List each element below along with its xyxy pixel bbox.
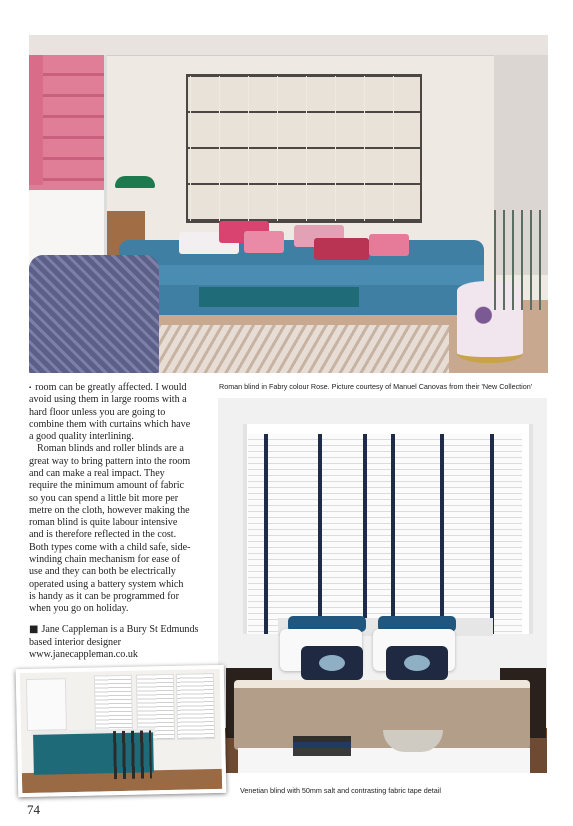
paragraph: Roman blinds and roller blinds are a great way to bring pattern into the room and can make a real impact. They require the minimum amount of fabric so you can spend a little bit more per metre on the cloth, however making the roman blind is quite labour intensive and is therefore reflected in the cost. Both types come with a child safe, side-winding chain mechanism for ease of use and they can both be electrically operated using a battery system which is handy as it can be programmed for when you go on holiday. xyxy=(29,443,191,615)
kitchen-photo xyxy=(16,665,227,797)
sofa-seat xyxy=(119,265,484,285)
fabric-tape xyxy=(440,434,444,634)
fabric-tape xyxy=(391,434,395,634)
article-body xyxy=(29,382,191,615)
framed-prints-gallery xyxy=(186,74,422,223)
cabinets xyxy=(26,678,67,731)
caption-bottom: Venetian blind with 50mm salt and contrasting fabric tape detail xyxy=(240,786,441,795)
ceiling xyxy=(29,35,548,56)
living-room-photo xyxy=(29,35,548,373)
bar-stools xyxy=(113,730,152,779)
bench xyxy=(238,748,530,773)
author-website[interactable]: www.janecappleman.co.uk xyxy=(29,649,138,660)
cushion xyxy=(314,238,369,260)
caption-top: Roman blind in Fabry colour Rose. Picture courtesy of Manuel Canovas from their 'New Collection' xyxy=(219,382,533,391)
window-blind xyxy=(176,673,215,740)
green-lamp xyxy=(115,176,155,188)
author-bio-text: Jane Cappleman is a Bury St Edmunds based interior designer xyxy=(29,624,199,648)
fabric-tape xyxy=(490,434,494,634)
author-bio xyxy=(29,624,209,662)
stair-railing xyxy=(494,210,548,310)
bedroom-photo xyxy=(218,398,547,773)
cushion xyxy=(244,231,284,253)
cushion xyxy=(386,646,448,680)
cushion xyxy=(301,646,363,680)
paragraph-text: room can be greatly affected. I would avoid using them in large rooms with a hard floor unless you are going to combine them with curtains which have a good quality interlining. xyxy=(29,382,191,443)
window xyxy=(29,55,107,265)
fabric-tape xyxy=(363,434,367,634)
author-line xyxy=(29,624,209,649)
venetian-blind xyxy=(248,434,522,634)
square-bullet-icon: ■ xyxy=(29,624,39,635)
page-number: 74 xyxy=(27,802,40,817)
coffee-table xyxy=(199,287,359,307)
books xyxy=(293,736,351,756)
fabric-tape xyxy=(318,434,322,634)
paragraph xyxy=(29,382,191,443)
fabric-tape xyxy=(264,434,268,634)
pink-curtain xyxy=(29,55,43,185)
armchair xyxy=(29,255,159,373)
small-square-icon: ▪ xyxy=(29,385,32,391)
cushion xyxy=(369,234,409,256)
bed xyxy=(234,680,530,750)
